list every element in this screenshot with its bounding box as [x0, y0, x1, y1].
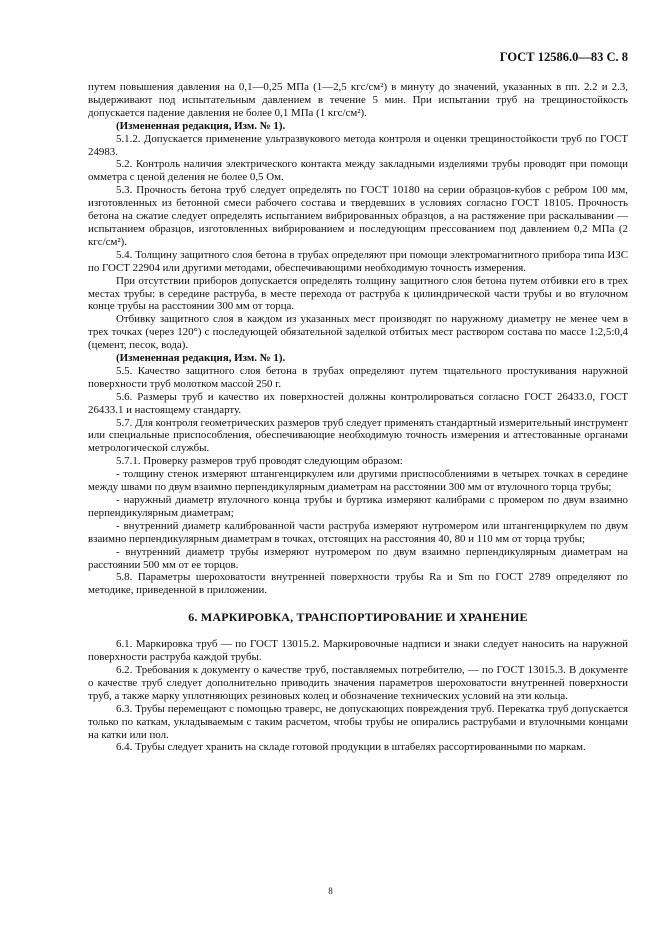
paragraph: 5.6. Размеры труб и качество их поверхностей должны контролироваться согласно ГОСТ 26433.0, ГОСТ 26433.1 и настоящему стандарту. [88, 390, 628, 416]
paragraph: 5.4. Толщину защитного слоя бетона в трубах определяют при помощи электромагнитного прибора типа ИЗС по ГОСТ 22904 или другими методами, обеспечивающими необходимую точность измерения. [88, 248, 628, 274]
paragraph: 6.4. Трубы следует хранить на складе готовой продукции в штабелях рассортированными по маркам. [116, 741, 586, 754]
paragraph: Отбивку защитного слоя в каждом из указанных мест производят по наружному диаметру не менее чем в трех точках (через 120°) с последующей обязательной заделкой отбитых мест раствором состава по массе 1:2,5:0,4 (цемент, песок, вода). [88, 313, 628, 352]
paragraph: 5.2. Контроль наличия электрического контакта между закладными изделиями трубы проводят при помощи омметра с ценой деления не более 0,5 Ом. [88, 158, 628, 184]
paragraph: 5.8. Параметры шероховатости внутренней поверхности трубы Ra и Sm по ГОСТ 2789 определяют по методике, приведенной в приложении. [88, 571, 628, 597]
paragraph: - внутренний диаметр трубы измеряют нутромером по двум взаимно перпендикулярным диаметрам на расстоянии 500 мм от ее торцов. [88, 545, 628, 571]
paragraph: 5.3. Прочность бетона труб следует определять по ГОСТ 10180 на серии образцов-кубов с ребром 100 мм, изготовленных из бетонной смеси рабочего состава и твердевших в условиях согласно ГОСТ 18105. Прочность бетона на сжатие следует определять испытанием вибрированных образцов, а на растяжение при раскалывании — испытанием образцов, изготовленных вибрированием и последующим прессованием под давлением 0,2 МПа (2 кгс/см²). [88, 184, 628, 248]
section-5-paragraphs [88, 81, 628, 597]
paragraph: 6.2. Требования к документу о качестве труб, поставляемых потребителю, — по ГОСТ 13015.3. В документе о качестве труб следует дополнительно приводить значения параметров шероховатости внутренней поверхности труб, а также марку уплотняющих резиновых колец и обозначение технических условий на эти кольца. [88, 663, 628, 702]
paragraph: - внутренний диаметр калиброванной части раструба измеряют нутромером или штангенциркулем по двум взаимно перпендикулярным диаметрам в точках, отстоящих на расстояния 40, 80 и 110 мм от торца трубы; [88, 519, 628, 545]
paragraph: (Измененная редакция, Изм. № 1). [116, 119, 286, 132]
section-6-title: 6. МАРКИРОВКА, ТРАНСПОРТИРОВАНИЕ И ХРАНЕНИЕ [188, 610, 528, 625]
paragraph: - толщину стенок измеряют штангенциркулем или другими приспособлениями в четырех точках в середине между швами по двум взаимно перпендикулярным диаметрам на расстоянии 300 мм от втулочного торца трубы; [88, 468, 628, 494]
paragraph: 5.5. Качество защитного слоя бетона в трубах определяют путем тщательного простукивания наружной поверхности труб молотком массой 250 г. [88, 364, 628, 390]
paragraph: 6.1. Маркировка труб — по ГОСТ 13015.2. Маркировочные надписи и знаки следует наносить на наружной поверхности раструба каждой трубы. [88, 638, 628, 664]
paragraph: путем повышения давления на 0,1—0,25 МПа (1—2,5 кгс/см²) в минуту до значений, указанных в пп. 2.2 и 2.3, выдерживают под испытательным давлением в течение 5 мин. При испытании труб на трещиностойкость допускается падение давления не более 0,1 МПа (1 кгс/см²). [88, 81, 628, 119]
paragraph: (Измененная редакция, Изм. № 1). [116, 352, 286, 365]
paragraph: 6.3. Трубы перемещают с помощью траверс, не допускающих повреждения труб. Перекатка труб допускается только по каткам, укладываемым с таким расчетом, чтобы трубы не опирались раструбами и втулочными концами на катки или пол. [88, 702, 628, 741]
page-number: 8 [328, 886, 333, 896]
paragraph: 5.7. Для контроля геометрических размеров труб следует применять стандартный измерительный инструмент или специальные приспособления, обеспечивающие необходимую точность измерения и аттестованные органами метрологической службы. [88, 416, 628, 455]
paragraph: При отсутствии приборов допускается определять толщину защитного слоя бетона путем отбивки его в трех местах трубы: в середине раструба, в месте перехода от раструба к цилиндрической части трубы и во втулочном конце трубы на расстоянии 300 мм от торца. [88, 274, 628, 313]
paragraph: 5.7.1. Проверку размеров труб проводят следующим образом: [116, 455, 403, 468]
paragraph: - наружный диаметр втулочного конца трубы и буртика измеряют калибрами с промером по двум взаимно перпендикулярным диаметрам; [88, 494, 628, 519]
section-6-paragraphs [88, 638, 628, 754]
document-body [88, 81, 628, 754]
paragraph: 5.1.2. Допускается применение ультразвукового метода контроля и оценки трещиностойкости труб по ГОСТ 24983. [88, 132, 628, 158]
page-header: ГОСТ 12586.0—83 С. 8 [499, 50, 628, 64]
